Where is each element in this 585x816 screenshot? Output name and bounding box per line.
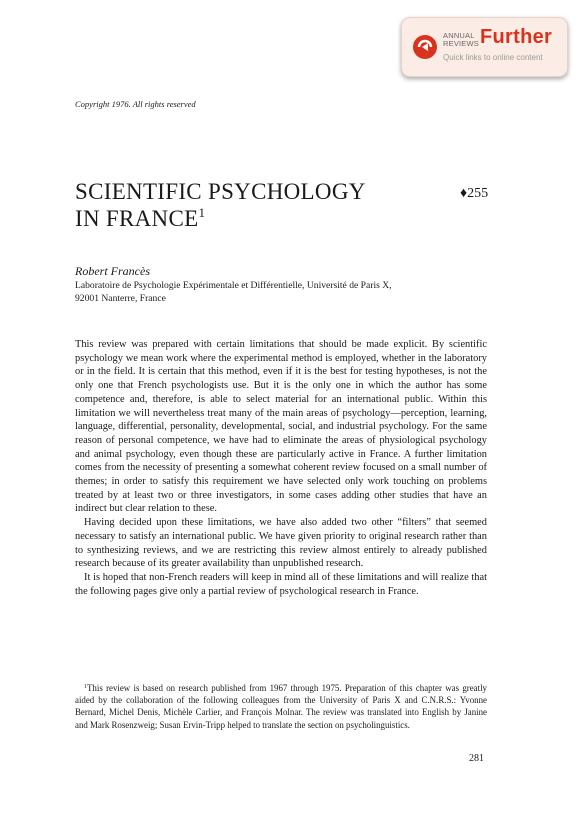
title-line-2: IN FRANCE — [75, 206, 199, 231]
further-tagline: Quick links to online content — [443, 53, 543, 62]
affiliation-line-2: 92001 Nanterre, France — [75, 293, 166, 304]
article-title — [75, 178, 395, 232]
further-brand: Further — [480, 26, 553, 48]
affiliation-line-1: Laboratoire de Psychologie Expérimentale et Différentielle, Université de Paris X, — [75, 280, 392, 291]
body-paragraph-1: This review was prepared with certain limitations that should be made explicit. By scientific psychology we mean work where the experimental method is employed, whether in the laboratory or in the field. It is certain that this method, even if it is the best for testing hypotheses, is not the only one that French psychologists use. But it is the only one in which the author has some competence and, therefore, is able to select material for an international public. Within this limitation we will nevertheless treat many of the main areas of psychology—perception, learning, language, differential, personality, developmental, social, and industrial psychology. For the same reason of personal competence, we have had to eliminate the areas of physiological psychology and animal psychology, even though these are particularly active in France. A further limitation comes from the necessity of presenting a somewhat coherent review focused on a small number of themes; in order to satisfy this requirement we have selected only work touching on problems treated by at least two or three investigators, in some cases adding other studies that have an indirect but clear relation to these. — [75, 339, 487, 515]
body-paragraph-3: It is hoped that non-French readers will keep in mind all of these limitations and will realize that the following pages give only a partial review of psychological research in France. — [75, 571, 487, 597]
footnote-mark: 1 — [84, 684, 87, 690]
annual-reviews-label: ANNUAL REVIEWS — [443, 31, 479, 48]
page-code: ♦255 — [460, 186, 489, 201]
author-name: Robert Francès — [75, 264, 150, 278]
author-affiliation — [75, 279, 495, 305]
further-badge[interactable] — [401, 17, 568, 77]
footnote — [75, 682, 487, 731]
footnote-text: This review is based on research published from 1967 through 1975. Preparation of this chapter was greatly aided by the collaboration of the following colleagues from the University of Paris X and C.N.R.S.: Yvonne Bernard, Michel Denis, Michèle Carlier, and François Molnar. The review was translated into English by Janine and Mark Rosenzweig; Susan Ervin-Tripp helped to translate the section on psycholinguistics. — [75, 683, 487, 730]
title-line-1: SCIENTIFIC PSYCHOLOGY — [75, 179, 366, 204]
copyright-notice: Copyright 1976. All rights reserved — [75, 99, 196, 109]
article-body — [75, 338, 487, 598]
page-number: 281 — [469, 753, 484, 764]
annual-reviews-logo-icon — [413, 35, 437, 59]
body-paragraph-2: Having decided upon these limitations, we have also added two other “filters” that seemed necessary to satisfy an international public. We have given priority to original research rather than to synthesizing reviews, and we are restricting this review almost entirely to already published research because of its greater availability than unpublished research. — [75, 517, 487, 570]
title-footnote-mark: 1 — [198, 205, 206, 220]
